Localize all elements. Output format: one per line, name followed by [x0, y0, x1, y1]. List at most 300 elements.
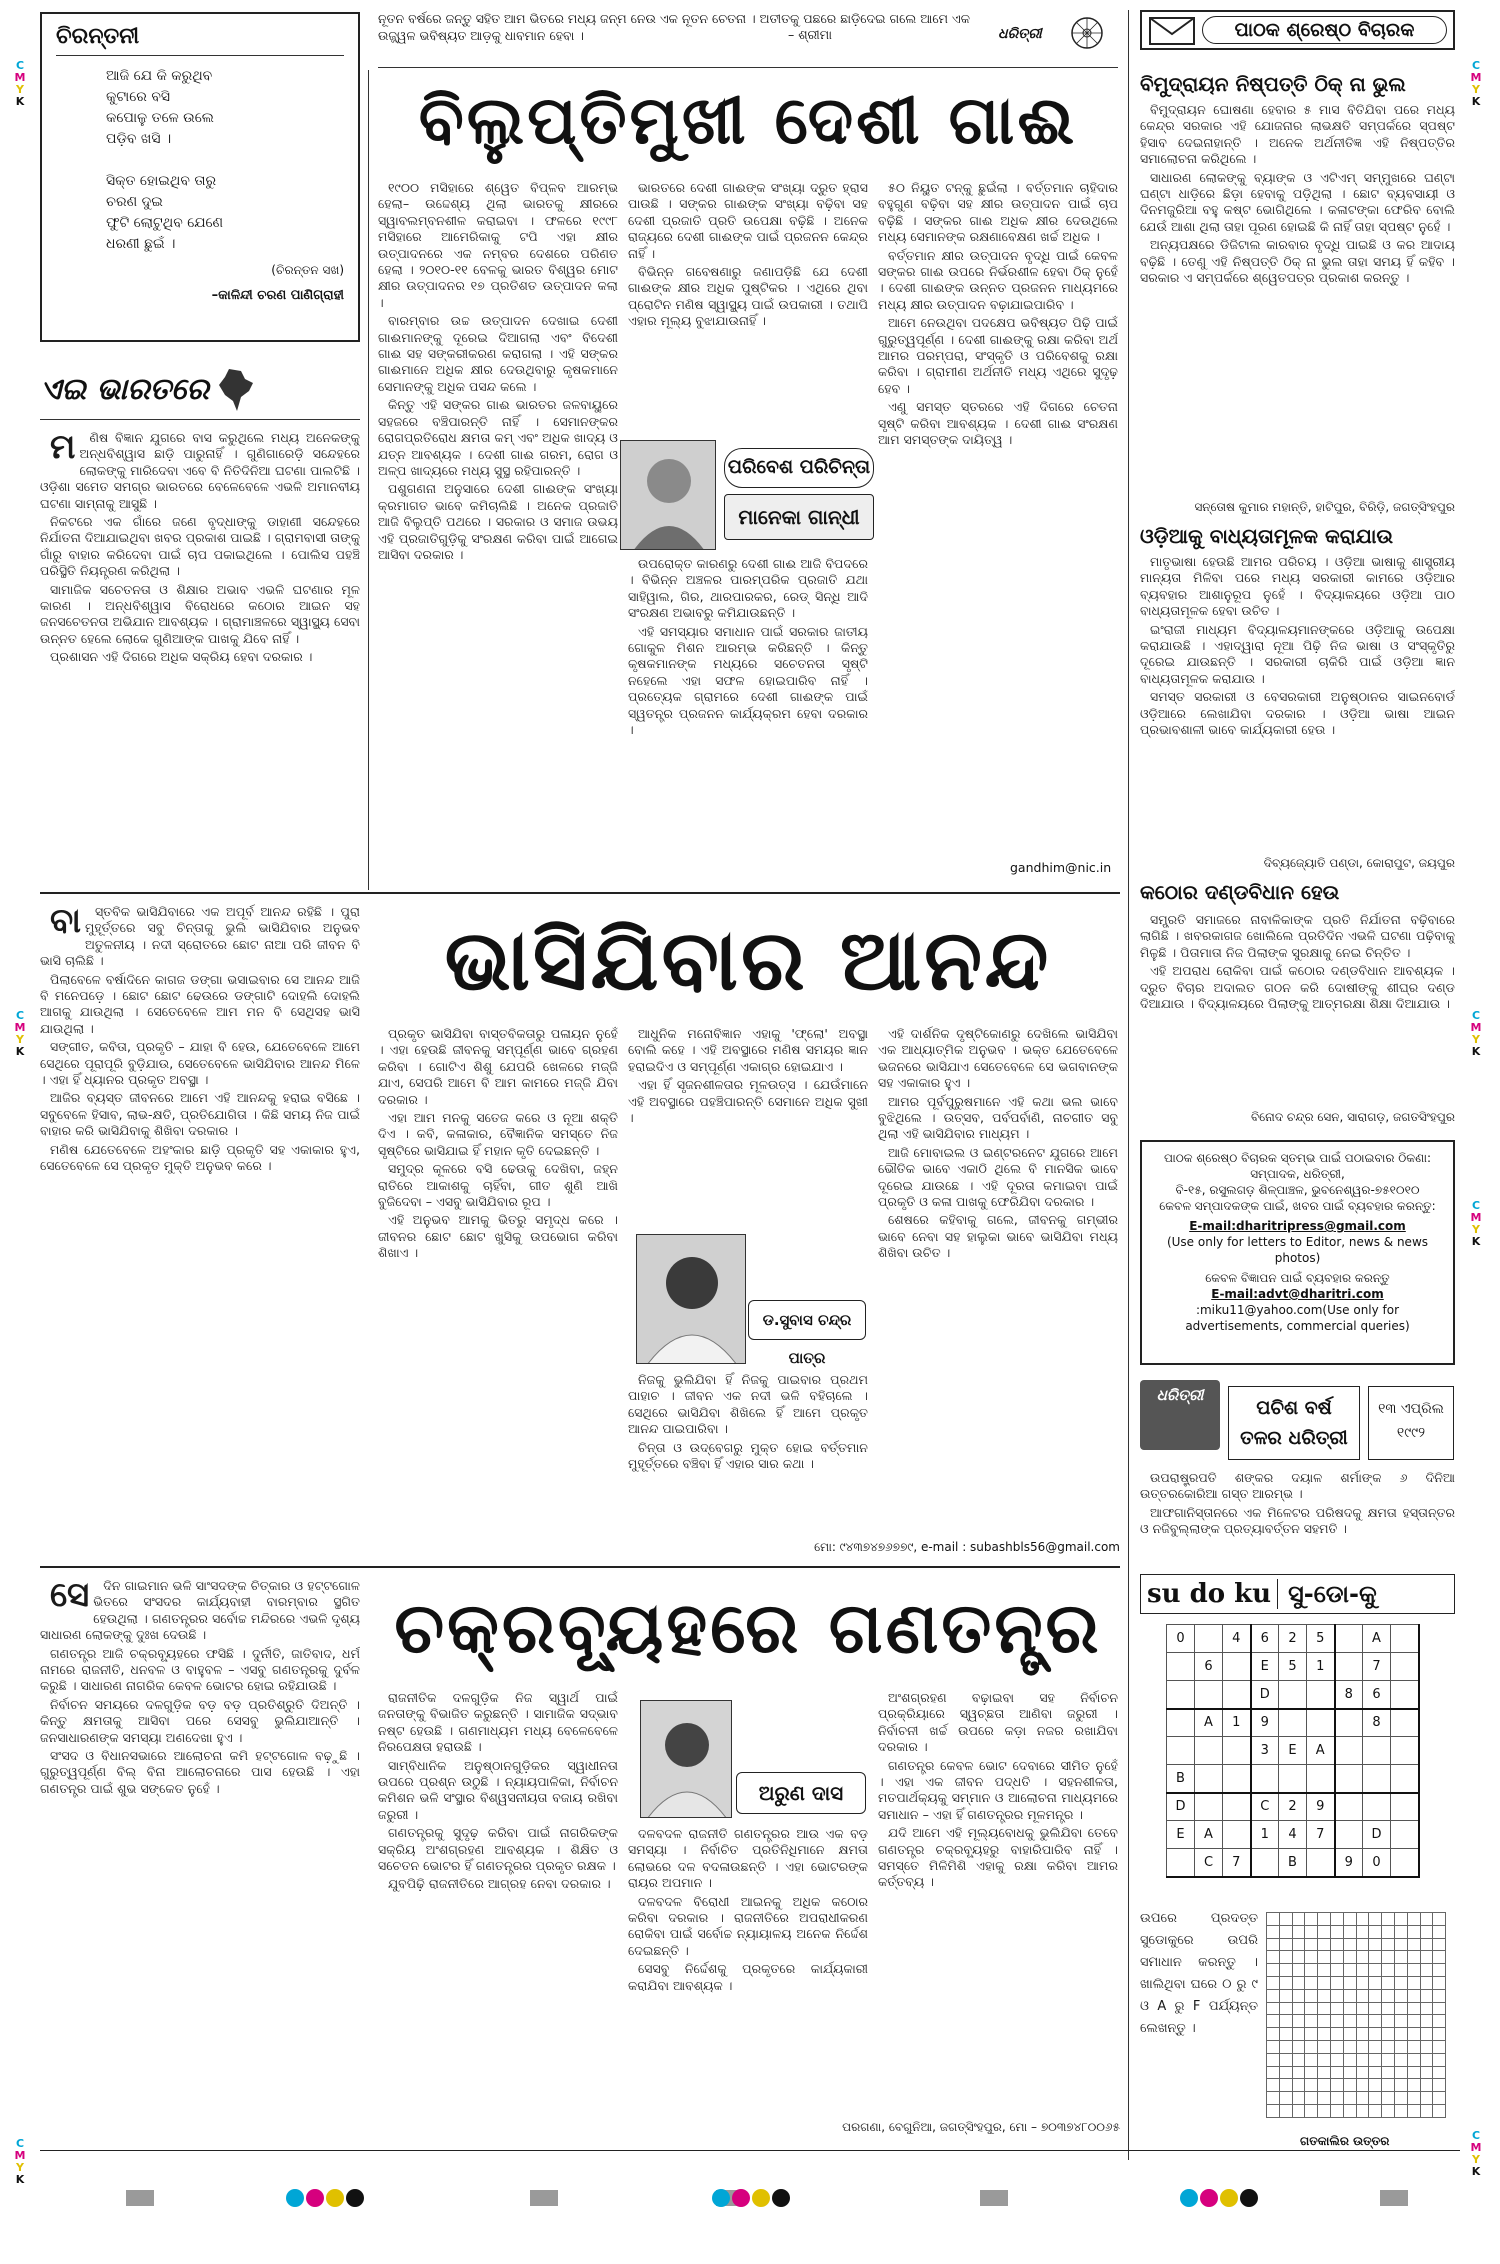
sudoku-cell[interactable] — [1363, 1765, 1391, 1793]
divider-mid-2 — [40, 1566, 1120, 1568]
solution-cell — [1369, 2040, 1382, 2053]
solution-cell — [1420, 2104, 1433, 2117]
sudoku-cell[interactable] — [1307, 1765, 1335, 1793]
sudoku-title-odia: ସୁ-ଡୋ-କୁ — [1288, 1580, 1377, 1608]
swatch-blk-1 — [346, 2189, 364, 2207]
arun-das-photo — [640, 1700, 732, 1818]
solution-cell — [1343, 2104, 1356, 2117]
solution-cell — [1267, 2028, 1280, 2041]
address-line-3: ବି-୧୫, ରସୁଲଗଡ଼ ଶିଳ୍ପାଞ୍ଚଳ, ଭୁବନେଶ୍ୱର-୭୫୧୦୧୦ — [1175, 1183, 1420, 1197]
solution-cell — [1356, 2092, 1369, 2105]
solution-cell — [1420, 2040, 1433, 2053]
solution-cell — [1330, 1925, 1343, 1938]
solution-row — [1267, 1925, 1446, 1938]
solution-cell — [1433, 2079, 1446, 2092]
solution-cell — [1318, 1913, 1331, 1926]
solution-cell — [1420, 1989, 1433, 2002]
solution-cell — [1343, 1913, 1356, 1926]
poem-line: ଚରଣ ଦୁଇ — [106, 194, 163, 210]
solution-cell — [1318, 1925, 1331, 1938]
flashback-date-box — [1368, 1386, 1454, 1460]
solution-cell — [1369, 2028, 1382, 2041]
solution-cell — [1318, 1964, 1331, 1977]
address-line-2: ସମ୍ପାଦକ, ଧରିତ୍ରୀ, — [1250, 1167, 1345, 1181]
letter3-sign: ବିନୋଦ ଚନ୍ଦ୍ର ସେନ, ସାରାଗଡ଼, ଜଗତସିଂହପୁର — [1250, 1110, 1455, 1124]
solution-cell — [1369, 2079, 1382, 2092]
sudoku-cell[interactable] — [1335, 1737, 1363, 1765]
solution-cell — [1343, 2092, 1356, 2105]
solution-cell — [1382, 2092, 1395, 2105]
solution-cell — [1267, 2040, 1280, 2053]
solution-cell — [1330, 2015, 1343, 2028]
solution-cell — [1267, 1989, 1280, 2002]
solution-cell — [1292, 2053, 1305, 2066]
sudoku-cell[interactable]: A — [1195, 1821, 1223, 1849]
solution-cell — [1407, 2104, 1420, 2117]
sudoku-row — [1167, 1681, 1419, 1709]
swatch-mag-3 — [1200, 2189, 1218, 2207]
solution-cell — [1356, 2066, 1369, 2079]
solution-cell — [1318, 2002, 1331, 2015]
solution-cell — [1382, 1913, 1395, 1926]
sudoku-grid-wrapper — [1166, 1624, 1420, 1878]
solution-cell — [1305, 1925, 1318, 1938]
solution-cell — [1369, 1951, 1382, 1964]
solution-cell — [1433, 1951, 1446, 1964]
sudoku-cell[interactable] — [1391, 1793, 1419, 1821]
solution-cell — [1394, 2092, 1407, 2105]
poem-line: କୁଟାରେ ବସି — [106, 89, 170, 105]
solution-cell — [1356, 2002, 1369, 2015]
solution-cell — [1343, 2079, 1356, 2092]
sudoku-cell[interactable] — [1335, 1653, 1363, 1681]
solution-cell — [1330, 2066, 1343, 2079]
advt-email-alt[interactable]: :miku11@yahoo.com(Use only for advertisements, commercial queries) — [1185, 1303, 1410, 1333]
solution-cell — [1433, 2053, 1446, 2066]
solution-cell — [1394, 2015, 1407, 2028]
registration-mark-left-top: C M Y K — [14, 59, 26, 108]
solution-cell — [1420, 2066, 1433, 2079]
solution-row — [1267, 1964, 1446, 1977]
sudoku-cell[interactable]: D — [1167, 1793, 1195, 1821]
sudoku-cell[interactable] — [1167, 1709, 1195, 1737]
solution-cell — [1356, 1976, 1369, 1989]
sudoku-cell[interactable] — [1195, 1737, 1223, 1765]
sudoku-cell[interactable] — [1279, 1765, 1307, 1793]
sudoku-cell[interactable] — [1335, 1793, 1363, 1821]
solution-cell — [1407, 2079, 1420, 2092]
sudoku-cell[interactable] — [1195, 1625, 1223, 1653]
sudoku-cell[interactable] — [1307, 1681, 1335, 1709]
divider-right-column — [1128, 10, 1129, 2160]
sudoku-cell[interactable]: 1 — [1223, 1709, 1251, 1737]
solution-cell — [1305, 2079, 1318, 2092]
solution-row — [1267, 2002, 1446, 2015]
solution-cell — [1407, 2066, 1420, 2079]
sudoku-cell[interactable] — [1167, 1737, 1195, 1765]
solution-cell — [1356, 2079, 1369, 2092]
poet-name: –କାଳିନ୍ଦୀ ଚରଣ ପାଣିଗ୍ରାହୀ — [211, 288, 344, 303]
sudoku-cell[interactable] — [1167, 1681, 1195, 1709]
article1-col2b: ଉପରୋକ୍ତ କାରଣରୁ ଦେଶୀ ଗାଈ ଆଜି ବିପଦରେ । ବିଭିନ୍ନ ଅଞ୍ଚଳର ପାରମ୍ପରିକ ପ୍ରଜାତି ଯଥା ସାହିୱାଲ, ଗିର, ଥାରପାରକର, ରେଡ୍ ସିନ୍ଧି ଆଦି ସଂରକ୍ଷଣ ଅଭାବରୁ କମିଯାଉଛନ୍ତି । ଏହି ସମସ୍ୟାର ସମାଧାନ ପାଇଁ ସରକାର ଜାତୀୟ ଗୋକୁଳ ମିଶନ ଆରମ୍ଭ କରିଛନ୍ତି । କିନ୍ତୁ କୃଷକମାନଙ୍କ ମଧ୍ୟରେ ସଚେତନତା ସୃଷ୍ଟି ନହେଲେ ଏହା ସଫଳ ହୋଇପାରିବ ନାହିଁ । ପ୍ରତ୍ୟେକ ଗ୍ରାମରେ ଦେଶୀ ଗାଈଙ୍କ ପାଇଁ ସ୍ୱତନ୍ତ୍ର ପ୍ରଜନନ କାର୍ଯ୍ୟକ୍ରମ ହେବା ଦରକାର । — [628, 556, 868, 738]
solution-cell — [1356, 1964, 1369, 1977]
sudoku-grid[interactable] — [1166, 1624, 1420, 1878]
solution-cell — [1433, 1976, 1446, 1989]
sudoku-cell[interactable]: A — [1363, 1625, 1391, 1653]
solution-cell — [1305, 2104, 1318, 2117]
sudoku-cell[interactable] — [1335, 1625, 1363, 1653]
solution-row — [1267, 2040, 1446, 2053]
poem-line — [106, 150, 344, 171]
chirantani-title: ଚିରନ୍ତନୀ — [56, 24, 344, 56]
sudoku-cell[interactable]: D — [1251, 1681, 1279, 1709]
solution-cell — [1356, 2104, 1369, 2117]
sudoku-cell[interactable] — [1335, 1709, 1363, 1737]
sudoku-cell[interactable] — [1279, 1681, 1307, 1709]
solution-cell — [1343, 1976, 1356, 1989]
sudoku-cell[interactable]: C — [1195, 1849, 1223, 1877]
solution-cell — [1305, 2015, 1318, 2028]
sudoku-cell[interactable] — [1391, 1849, 1419, 1877]
solution-cell — [1394, 1989, 1407, 2002]
article1-author: ମାନେକା ଗାନ୍ଧୀ — [724, 494, 874, 540]
solution-cell — [1279, 1938, 1292, 1951]
solution-cell — [1318, 2053, 1331, 2066]
solution-cell — [1407, 1913, 1420, 1926]
solution-cell — [1279, 1976, 1292, 1989]
letter1-sign: ସନ୍ତୋଷ କୁମାର ମହାନ୍ତି, ହାଟିପୁର, ବିରିଡ଼ି, ଜଗତ୍‌ସିଂହପୁର — [1194, 500, 1455, 514]
sudoku-solution — [1266, 1912, 1446, 2118]
grey-patch-1 — [126, 2190, 154, 2206]
top-quote-text: ନୂତନ ବର୍ଷରେ ଜନ୍ତୁ ସହିତ ଆମ ଭିତରେ ମଧ୍ୟ ଜନ୍ମ ନେଉ ଏକ ନୂତନ ଚେତନା । ଅତୀତକୁ ପଛରେ ଛାଡ଼ିଦେଇ ଗଲେ ଆମେ ଏକ ଉଜ୍ଜ୍ୱଳ ଭବିଷ୍ୟତ ଆଡ଼କୁ ଧାବମାନ ହେବା । — [378, 11, 970, 43]
sudoku-cell[interactable]: 5 — [1279, 1653, 1307, 1681]
sudoku-cell[interactable]: 7 — [1223, 1849, 1251, 1877]
sudoku-cell[interactable] — [1223, 1653, 1251, 1681]
solution-cell — [1292, 1951, 1305, 1964]
solution-cell — [1433, 2066, 1446, 2079]
poem-source: (ଚିରନ୍ତନ ସଖ) — [271, 263, 344, 277]
sudoku-cell[interactable]: D — [1363, 1821, 1391, 1849]
solution-cell — [1330, 1976, 1343, 1989]
solution-cell — [1420, 2028, 1433, 2041]
sudoku-cell[interactable]: 2 — [1279, 1793, 1307, 1821]
solution-cell — [1369, 1913, 1382, 1926]
editor-email-note: (Use only for letters to Editor, news & news photos) — [1166, 1235, 1429, 1265]
sudoku-cell[interactable]: 4 — [1223, 1625, 1251, 1653]
subash-patra-photo — [636, 1234, 746, 1364]
solution-cell — [1433, 2028, 1446, 2041]
solution-cell — [1394, 1925, 1407, 1938]
solution-cell — [1279, 2104, 1292, 2117]
sudoku-cell[interactable] — [1391, 1625, 1419, 1653]
solution-cell — [1318, 1976, 1331, 1989]
sudoku-cell[interactable] — [1391, 1681, 1419, 1709]
solution-row — [1267, 1989, 1446, 2002]
solution-cell — [1420, 2053, 1433, 2066]
sudoku-cell[interactable]: A — [1307, 1737, 1335, 1765]
sudoku-cell[interactable]: 4 — [1279, 1821, 1307, 1849]
solution-cell — [1369, 2053, 1382, 2066]
solution-cell — [1382, 1976, 1395, 1989]
sudoku-cell[interactable]: B — [1279, 1849, 1307, 1877]
sudoku-cell[interactable] — [1167, 1849, 1195, 1877]
solution-cell — [1318, 1938, 1331, 1951]
solution-cell — [1305, 1938, 1318, 1951]
solution-cell — [1369, 2092, 1382, 2105]
solution-cell — [1420, 1938, 1433, 1951]
registration-mark-right-bottom: C M Y K — [1470, 2129, 1482, 2178]
sudoku-cell[interactable]: 6 — [1363, 1681, 1391, 1709]
sudoku-header — [1140, 1574, 1455, 1614]
grey-patch-4 — [980, 2190, 1008, 2206]
sudoku-row — [1167, 1653, 1419, 1681]
solution-cell — [1382, 2015, 1395, 2028]
solution-cell — [1356, 2053, 1369, 2066]
sudoku-cell[interactable] — [1195, 1765, 1223, 1793]
solution-cell — [1279, 1925, 1292, 1938]
top-quote-author: – ଶ୍ରୀମା — [788, 27, 832, 42]
sudoku-cell[interactable]: 0 — [1363, 1849, 1391, 1877]
article3-col2: ରାଜନୀତିକ ଦଳଗୁଡ଼ିକ ନିଜ ସ୍ୱାର୍ଥ ପାଇଁ ଜନତାଙ୍କୁ ବିଭାଜିତ କରୁଛନ୍ତି । ସାମାଜିକ ସଦ୍‌ଭାବ ନଷ୍ଟ ହେଉଛି । ଗଣମାଧ୍ୟମ ମଧ୍ୟ ବେଳେବେଳେ ନିରପେକ୍ଷତା ହରାଉଛି । ସାମ୍ବିଧାନିକ ଅନୁଷ୍ଠାନଗୁଡ଼ିକର ସ୍ୱାଧୀନତା ଉପରେ ପ୍ରଶ୍ନ ଉଠୁଛି । ନ୍ୟାୟପାଳିକା, ନିର୍ବାଚନ କମିଶନ ଭଳି ସଂସ୍ଥାର ବିଶ୍ୱସନୀୟତା ବଜାୟ ରଖିବା ଜରୁରୀ । ଗଣତନ୍ତ୍ରକୁ ସୁଦୃଢ଼ କରିବା ପାଇଁ ନାଗରିକଙ୍କ ସକ୍ରିୟ ଅଂଶଗ୍ରହଣ ଆବଶ୍ୟକ । ଶିକ୍ଷିତ ଓ ସଚେତନ ଭୋଟର ହିଁ ଗଣତନ୍ତ୍ରର ପ୍ରକୃତ ରକ୍ଷକ । ଯୁବପିଢ଼ି ରାଜନୀତିରେ ଆଗ୍ରହ ନେବା ଦରକାର । — [378, 1690, 618, 1892]
article3-col4: ଅଂଶଗ୍ରହଣ ବଢ଼ାଇବା ସହ ନିର୍ବାଚନ ପ୍ରକ୍ରିୟାରେ ସ୍ୱଚ୍ଛତା ଆଣିବା ଜରୁରୀ । ନିର୍ବାଚନୀ ଖର୍ଚ୍ଚ ଉପରେ କଡ଼ା ନଜର ରଖାଯିବା ଦରକାର । ଗଣତନ୍ତ୍ର କେବଳ ଭୋଟ ଦେବାରେ ସୀମିତ ନୁହେଁ । ଏହା ଏକ ଜୀବନ ପଦ୍ଧତି । ସହନଶୀଳତା, ମତପାର୍ଥକ୍ୟକୁ ସମ୍ମାନ ଓ ଆଲୋଚନା ମାଧ୍ୟମରେ ସମାଧାନ – ଏହା ହିଁ ଗଣତନ୍ତ୍ରର ମୂଳମନ୍ତ୍ର । ଯଦି ଆମେ ଏହି ମୂଲ୍ୟବୋଧକୁ ଭୁଲିଯିବା ତେବେ ଗଣତନ୍ତ୍ର ଚକ୍ରବ୍ୟୂହରୁ ବାହାରିପାରିବ ନାହିଁ । ସମସ୍ତେ ମିଳିମିଶି ଏହାକୁ ରକ୍ଷା କରିବା ଆମର କର୍ତ୍ତବ୍ୟ । — [878, 1690, 1118, 1890]
article2-col4: ଏହି ଦାର୍ଶନିକ ଦୃଷ୍ଟିକୋଣରୁ ଦେଖିଲେ ଭାସିଯିବା ଏକ ଆଧ୍ୟାତ୍ମିକ ଅନୁଭବ । ଭକ୍ତ ଯେତେବେଳେ ଭଜନରେ ଭାସିଯାଏ ସେତେବେଳେ ସେ ଭଗବାନଙ୍କ ସହ ଏକାକାର ହୁଏ । ଆମର ପୂର୍ବପୁରୁଷମାନେ ଏହି କଥା ଭଲ ଭାବେ ବୁଝିଥିଲେ । ଉତ୍ସବ, ପର୍ବପର୍ବାଣି, ନାଚଗୀତ ସବୁ ଥିଲା ଏହି ଭାସିଯିବାର ମାଧ୍ୟମ । ଆଜି ମୋବାଇଲ ଓ ଇଣ୍ଟରନେଟ ଯୁଗରେ ଆମେ ଭୌତିକ ଭାବେ ଏକାଠି ଥିଲେ ବି ମାନସିକ ଭାବେ ଦୂରେଇ ଯାଉଛେ । ଏହି ଦୂରତା କମାଇବା ପାଇଁ ପ୍ରକୃତି ଓ କଳା ପାଖକୁ ଫେରିଯିବା ଦରକାର । ଶେଷରେ କହିବାକୁ ଗଲେ, ଜୀବନକୁ ଗମ୍ଭୀର ଭାବେ ନେବା ସହ ହାଲୁକା ଭାବେ ଭାସିଯିବା ମଧ୍ୟ ଶିଖିବା ଉଚିତ । — [878, 1026, 1118, 1261]
solution-cell — [1292, 2015, 1305, 2028]
sudoku-cell[interactable] — [1391, 1821, 1419, 1849]
solution-cell — [1343, 1938, 1356, 1951]
sudoku-cell[interactable]: 9 — [1307, 1793, 1335, 1821]
solution-cell — [1369, 1964, 1382, 1977]
solution-cell — [1330, 1913, 1343, 1926]
sudoku-cell[interactable]: 1 — [1307, 1653, 1335, 1681]
flashback-title-box — [1228, 1386, 1360, 1460]
solution-cell — [1267, 2079, 1280, 2092]
solution-row — [1267, 2104, 1446, 2117]
solution-cell — [1382, 2104, 1395, 2117]
solution-cell — [1369, 1976, 1382, 1989]
solution-cell — [1382, 2002, 1395, 2015]
sudoku-cell[interactable] — [1307, 1709, 1335, 1737]
article2-author: ଡ.ସୁବାସ ଚନ୍ଦ୍ର ପାତ୍ର — [748, 1300, 866, 1340]
sudoku-cell[interactable] — [1391, 1709, 1419, 1737]
sudoku-cell[interactable] — [1195, 1793, 1223, 1821]
flashback-item-1: ଉପରାଷ୍ଟ୍ରପତି ଶଙ୍କର ଦୟାଳ ଶର୍ମାଙ୍କ ୬ ଦିନିଆ ଉତ୍ତରକୋରିଆ ଗସ୍ତ ଆରମ୍ଭ । — [1140, 1470, 1455, 1502]
sudoku-cell[interactable] — [1391, 1737, 1419, 1765]
sudoku-cell[interactable]: E — [1251, 1653, 1279, 1681]
sudoku-cell[interactable]: 8 — [1335, 1681, 1363, 1709]
solution-cell — [1382, 1951, 1395, 1964]
solution-cell — [1279, 2015, 1292, 2028]
sudoku-cell[interactable] — [1195, 1681, 1223, 1709]
solution-cell — [1305, 2002, 1318, 2015]
letter2-text: ମାତୃଭାଷା ହେଉଛି ଆମର ପରିଚୟ । ଓଡ଼ିଆ ଭାଷାକୁ ଶାସ୍ତ୍ରୀୟ ମାନ୍ୟତା ମିଳିବା ପରେ ମଧ୍ୟ ସରକାରୀ କାମରେ ଓଡ଼ିଆର ବ୍ୟବହାର ଆଶାନୁରୂପ ନୁହେଁ । ବିଦ୍ୟାଳୟରେ ଓଡ଼ିଆ ପାଠ ବାଧ୍ୟତାମୂଳକ ହେବା ଉଚିତ । ଇଂରାଜୀ ମାଧ୍ୟମ ବିଦ୍ୟାଳୟମାନଙ୍କରେ ଓଡ଼ିଆକୁ ଉପେକ୍ଷା କରାଯାଉଛି । ଏହାଦ୍ୱାରା ନୂଆ ପିଢ଼ି ନିଜ ଭାଷା ଓ ସଂସ୍କୃତିରୁ ଦୂରେଇ ଯାଉଛନ୍ତି । ସରକାରୀ ଚାକିରି ପାଇଁ ଓଡ଼ିଆ ଜ୍ଞାନ ବାଧ୍ୟତାମୂଳକ କରାଯାଉ । ସମସ୍ତ ସରକାରୀ ଓ ବେସରକାରୀ ଅନୁଷ୍ଠାନର ସାଇନବୋର୍ଡ ଓଡ଼ିଆରେ ଲେଖାଯିବା ଦରକାର । ଓଡ଼ିଆ ଭାଷା ଆଇନ ପ୍ରଭାବଶାଳୀ ଭାବେ କାର୍ଯ୍ୟକାରୀ ହେଉ । — [1140, 554, 1455, 738]
solution-cell — [1382, 1925, 1395, 1938]
poem-line: କପୋଳୁ ତଳେ ଉଲେ — [106, 110, 214, 126]
flashback-title-2: ତଳର ଧରିତ୍ରୀ — [1240, 1427, 1348, 1449]
solution-cell — [1318, 1951, 1331, 1964]
sudoku-cell[interactable] — [1223, 1681, 1251, 1709]
solution-cell — [1292, 1925, 1305, 1938]
solution-cell — [1318, 2040, 1331, 2053]
sudoku-cell[interactable]: 5 — [1307, 1625, 1335, 1653]
solution-cell — [1305, 1976, 1318, 1989]
article1-email: gandhim@nic.in — [1010, 860, 1112, 875]
sudoku-cell[interactable]: 7 — [1363, 1653, 1391, 1681]
solution-cell — [1343, 2053, 1356, 2066]
solution-cell — [1343, 2002, 1356, 2015]
solution-cell — [1330, 2002, 1343, 2015]
advt-email-link[interactable]: E-mail:advt@dharitri.com — [1211, 1287, 1384, 1301]
sudoku-cell[interactable] — [1251, 1765, 1279, 1793]
poem-line: ଆଜି ଯେ କି କରୁଥିବ — [106, 68, 213, 84]
sudoku-cell[interactable]: 6 — [1195, 1653, 1223, 1681]
solution-cell — [1407, 2015, 1420, 2028]
solution-cell — [1279, 2066, 1292, 2079]
solution-row — [1267, 1938, 1446, 1951]
solution-cell — [1394, 1913, 1407, 1926]
sudoku-cell[interactable] — [1335, 1821, 1363, 1849]
sudoku-cell[interactable]: C — [1251, 1793, 1279, 1821]
print-color-bar — [0, 2186, 1500, 2216]
solution-cell — [1407, 2040, 1420, 2053]
solution-cell — [1279, 1913, 1292, 1926]
sudoku-cell[interactable] — [1391, 1653, 1419, 1681]
solution-cell — [1318, 2015, 1331, 2028]
top-quote-bar — [378, 10, 1118, 68]
author-portrait-icon — [621, 441, 716, 550]
solution-cell — [1433, 2015, 1446, 2028]
solution-cell — [1420, 2092, 1433, 2105]
envelope-icon — [1148, 14, 1196, 46]
article2-col3b: ନିଜକୁ ଭୁଲିଯିବା ହିଁ ନିଜକୁ ପାଇବାର ପ୍ରଥମ ପାହାଚ । ଜୀବନ ଏକ ନଦୀ ଭଳି ବହିଚାଲେ । ସେଥିରେ ଭାସିଯିବା ଶିଖିଲେ ହିଁ ଆମେ ପ୍ରକୃତ ଆନନ୍ଦ ପାଇପାରିବା । ଚିନ୍ତା ଓ ଉଦ୍‌ବେଗରୁ ମୁକ୍ତ ହୋଇ ବର୍ତ୍ତମାନ ମୁହୂର୍ତ୍ତରେ ବଞ୍ଚିବା ହିଁ ଏହାର ସାର କଥା । — [628, 1372, 868, 1472]
registration-mark-left-mid: C M Y K — [14, 1009, 26, 1058]
sudoku-cell[interactable] — [1223, 1737, 1251, 1765]
solution-cell — [1267, 2002, 1280, 2015]
poem-line: ପଡ଼ିବ ଖସି । — [106, 131, 172, 147]
solution-cell — [1433, 2040, 1446, 2053]
sudoku-cell[interactable] — [1363, 1737, 1391, 1765]
sudoku-cell[interactable]: 9 — [1335, 1849, 1363, 1877]
sudoku-cell[interactable]: 8 — [1363, 1709, 1391, 1737]
solution-cell — [1292, 2104, 1305, 2117]
letter3-text: ସମ୍ପ୍ରତି ସମାଜରେ ନାବାଳିକାଙ୍କ ପ୍ରତି ନିର୍ଯାତନା ବଢ଼ିବାରେ ଲାଗିଛି । ଖବରକାଗଜ ଖୋଲିଲେ ପ୍ରତିଦିନ ଏଭଳି ଘଟଣା ପଢ଼ିବାକୁ ମିଳୁଛି । ପିତାମାତା ନିଜ ପିଲାଙ୍କ ସୁରକ୍ଷାକୁ ନେଇ ଚିନ୍ତିତ । ଏହି ଅପରାଧ ରୋକିବା ପାଇଁ କଠୋର ଦଣ୍ଡବିଧାନ ଆବଶ୍ୟକ । ଦ୍ରୁତ ବିଚାର ଅଦାଲତ ଗଠନ କରି ଦୋଷୀଙ୍କୁ ଶୀଘ୍ର ଦଣ୍ଡ ଦିଆଯାଉ । ବିଦ୍ୟାଳୟରେ ପିଲାଙ୍କୁ ଆତ୍ମରକ୍ଷା ଶିକ୍ଷା ଦିଆଯାଉ । — [1140, 912, 1455, 1012]
sudoku-cell[interactable] — [1279, 1709, 1307, 1737]
sudoku-cell[interactable]: E — [1167, 1821, 1195, 1849]
sudoku-solution-grid — [1266, 1912, 1446, 2118]
solution-cell — [1394, 1951, 1407, 1964]
sudoku-cell[interactable] — [1335, 1765, 1363, 1793]
solution-cell — [1394, 2028, 1407, 2041]
letter1-title: ବିମୁଦ୍ରାୟନ ନିଷ୍ପତ୍ତି ଠିକ୍ ନା ଭୁଲ — [1140, 72, 1406, 96]
address-box — [1140, 1140, 1455, 1365]
article3-contact: ପରଗଣା, ବେଗୁନିଆ, ଜଗତ୍‌ସିଂହପୁର, ମୋ – ୭୦୩୭୪୮୦୦୬୫ — [842, 2120, 1120, 2134]
solution-cell — [1267, 1913, 1280, 1926]
solution-cell — [1394, 1976, 1407, 1989]
sudoku-cell[interactable]: 9 — [1251, 1709, 1279, 1737]
sudoku-cell[interactable] — [1391, 1765, 1419, 1793]
solution-cell — [1433, 1913, 1446, 1926]
chirantani-box — [40, 12, 360, 342]
solution-cell — [1292, 2079, 1305, 2092]
solution-cell — [1292, 1976, 1305, 1989]
solution-cell — [1356, 1938, 1369, 1951]
solution-cell — [1343, 2015, 1356, 2028]
sudoku-cell[interactable]: E — [1279, 1737, 1307, 1765]
bottom-rule — [40, 2150, 1460, 2151]
sudoku-row — [1167, 1737, 1419, 1765]
solution-cell — [1318, 2104, 1331, 2117]
solution-cell — [1420, 1913, 1433, 1926]
sudoku-cell[interactable] — [1223, 1765, 1251, 1793]
sudoku-cell[interactable]: 3 — [1251, 1737, 1279, 1765]
swatch-yel-3 — [1220, 2189, 1238, 2207]
article2-col1: ବା ସ୍ତବିକ ଭାସିଯିବାରେ ଏକ ଅପୂର୍ବ ଆନନ୍ଦ ରହିଛି । ପୁରା ମୁହୂର୍ତ୍ତରେ ସବୁ ଚିନ୍ତାକୁ ଭୁଲି ଭାସିଯିବାର ଅନୁଭବ ଅତୁଳନୀୟ । ନଦୀ ସ୍ରୋତରେ ଛୋଟ ନାଆ ପରି ଜୀବନ ବି ଭାସି ଚାଲିଛି । ପିଲାବେଳେ ବର୍ଷାଦିନେ କାଗଜ ଡଙ୍ଗା ଭସାଇବାର ସେ ଆନନ୍ଦ ଆଜି ବି ମନେପଡ଼େ । ଛୋଟ ଛୋଟ ଢେଉରେ ଡଙ୍ଗାଟି ଦୋହଲି ଦୋହଲି ଆଗକୁ ଯାଉଥିଲା । ସେତେବେଳେ ଆମ ମନ ବି ସେଥିସହ ଭାସି ଯାଉଥିଲା । ସଙ୍ଗୀତ, କବିତା, ପ୍ରକୃତି – ଯାହା ବି ହେଉ, ଯେତେବେଳେ ଆମେ ସେଥିରେ ପୂରାପୂରି ବୁଡ଼ିଯାଉ, ସେତେବେଳେ ଭାସିଯିବାର ଆନନ୍ଦ ମିଳେ । ଏହା ହିଁ ଧ୍ୟାନର ପ୍ରକୃତ ଅବସ୍ଥା । ଆଜିର ବ୍ୟସ୍ତ ଜୀବନରେ ଆମେ ଏହି ଆନନ୍ଦକୁ ହରାଇ ବସିଛେ । ସବୁବେଳେ ହିସାବ, ଲାଭ-କ୍ଷତି, ପ୍ରତିଯୋଗିତା । କିଛି ସମୟ ନିଜ ପାଇଁ ବାହାର କରି ଭାସିଯିବାକୁ ଶିଖିବା ଦରକାର । ମଣିଷ ଯେତେବେଳେ ଅହଂକାର ଛାଡ଼ି ପ୍ରକୃତି ସହ ଏକାକାର ହୁଏ, ସେତେବେଳେ ସେ ପ୍ରକୃତ ମୁକ୍ତି ଅନୁଭବ କରେ । — [40, 904, 360, 1174]
divider-mid-1 — [40, 892, 1120, 894]
solution-cell — [1433, 1964, 1446, 1977]
poem-line: ସିକ୍ତ ହୋଇଥିବ ତାରୁ — [106, 173, 217, 189]
solution-cell — [1394, 2053, 1407, 2066]
divider-left-column — [368, 70, 369, 890]
article1-col2: ଭାରତରେ ଦେଶୀ ଗାଈଙ୍କ ସଂଖ୍ୟା ଦ୍ରୁତ ହ୍ରାସ ପାଉଛି । ସଙ୍କର ଗାଈଙ୍କ ସଂଖ୍ୟା ବଢ଼ିବା ସହ ଦେଶୀ ପ୍ରଜାତି ପ୍ରତି ଉପେକ୍ଷା ବଢ଼ିଛି । ଅନେକ ରାଜ୍ୟରେ ଦେଶୀ ଗାଈଙ୍କ ପାଇଁ ପ୍ରଜନନ କେନ୍ଦ୍ର ନାହିଁ । ବିଭିନ୍ନ ଗବେଷଣାରୁ ଜଣାପଡ଼ିଛି ଯେ ଦେଶୀ ଗାଈଙ୍କ କ୍ଷୀର ଅଧିକ ପୁଷ୍ଟିକର । ଏଥିରେ ଥିବା ପ୍ରୋଟିନ ମଣିଷ ସ୍ୱାସ୍ଥ୍ୟ ପାଇଁ ଉପକାରୀ । ତଥାପି ଏହାର ମୂଲ୍ୟ ବୁଝାଯାଉନାହିଁ । — [628, 180, 868, 329]
editor-email-link[interactable]: E-mail:dharitripress@gmail.com — [1189, 1219, 1406, 1233]
solution-cell — [1382, 2079, 1395, 2092]
sudoku-row — [1167, 1765, 1419, 1793]
sudoku-cell[interactable] — [1223, 1821, 1251, 1849]
solution-cell — [1305, 2092, 1318, 2105]
solution-cell — [1382, 2028, 1395, 2041]
poem-line: ଫୁଟି ଲୋଟୁଥିବ ଯେଣେ — [106, 215, 224, 231]
solution-cell — [1279, 2040, 1292, 2053]
solution-row — [1267, 1976, 1446, 1989]
solution-row — [1267, 2028, 1446, 2041]
india-map-icon — [215, 367, 255, 413]
sudoku-cell[interactable]: 0 — [1167, 1625, 1195, 1653]
swatch-mag-2 — [732, 2189, 750, 2207]
solution-cell — [1267, 2015, 1280, 2028]
solution-cell — [1420, 2002, 1433, 2015]
solution-cell — [1318, 2079, 1331, 2092]
solution-cell — [1330, 1951, 1343, 1964]
solution-cell — [1267, 2053, 1280, 2066]
solution-cell — [1420, 1951, 1433, 1964]
sudoku-cell[interactable] — [1251, 1849, 1279, 1877]
solution-cell — [1433, 1925, 1446, 1938]
letter2-title: ଓଡ଼ିଆକୁ ବାଧ୍ୟତାମୂଳକ କରାଯାଉ — [1140, 524, 1394, 548]
sudoku-cell[interactable]: 7 — [1307, 1821, 1335, 1849]
sudoku-cell[interactable]: 6 — [1251, 1625, 1279, 1653]
sudoku-cell[interactable] — [1363, 1793, 1391, 1821]
sudoku-cell[interactable] — [1167, 1653, 1195, 1681]
solution-cell — [1267, 2092, 1280, 2105]
article1-col1: ୧୯୦୦ ମସିହାରେ ଶ୍ୱେତ ବିପ୍ଳବ ଆରମ୍ଭ ହେଲା– ଉଦ୍ଦେଶ୍ୟ ଥିଲା ଭାରତକୁ କ୍ଷୀରରେ ସ୍ୱାବଲମ୍ବନଶୀଳ କରାଇବା । ଫଳରେ ୧୯୯୮ ମସିହାରେ ଆମେରିକାକୁ ଟପି ଏହା କ୍ଷୀର ଉତ୍ପାଦନରେ ଏକ ନମ୍ବର ଦେଶରେ ପରିଣତ ହେଲା । ୨୦୧୦-୧୧ ବେଳକୁ ଭାରତ ବିଶ୍ୱର ମୋଟ କ୍ଷୀର ଉତ୍ପାଦନର ୧୭ ପ୍ରତିଶତ ଉତ୍ପାଦନ କଲା । ବାରମ୍ବାର ଉଚ୍ଚ ଉତ୍ପାଦନ ଦେଖାଇ ଦେଶୀ ଗାଈମାନଙ୍କୁ ଦୂରେଇ ଦିଆଗଲା ଏବଂ ବିଦେଶୀ ଗାଈ ସହ ସଙ୍କରୀକରଣ କରାଗଲା । ଏହି ସଙ୍କର ଗାଈମାନେ ଅଧିକ କ୍ଷୀର ଦେଉଥିବାରୁ କୃଷକମାନେ ସେମାନଙ୍କୁ ଅଧିକ ପସନ୍ଦ କଲେ । କିନ୍ତୁ ଏହି ସଙ୍କର ଗାଈ ଭାରତର ଜଳବାୟୁରେ ସହଜରେ ବଞ୍ଚିପାରନ୍ତି ନାହିଁ । ସେମାନଙ୍କର ରୋଗପ୍ରତିରୋଧ କ୍ଷମତା କମ୍ ଏବଂ ଅଧିକ ଖାଦ୍ୟ ଓ ଯତ୍ନ ଆବଶ୍ୟକ । ଦେଶୀ ଗାଈ ଗରମ, ରୋଗ ଓ ଅଳ୍ପ ଖାଦ୍ୟରେ ମଧ୍ୟ ସୁସ୍ଥ ରହିପାରନ୍ତି । ପଶୁଗଣନା ଅନୁସାରେ ଦେଶୀ ଗାଈଙ୍କ ସଂଖ୍ୟା କ୍ରମାଗତ ଭାବେ କମିଚାଲିଛି । ଅନେକ ପ୍ରଜାତି ଆଜି ବିଲୁପ୍ତି ପଥରେ । ସରକାର ଓ ସମାଜ ଉଭୟ ଏହି ପ୍ରଜାତିଗୁଡ଼ିକୁ ସଂରକ୍ଷଣ କରିବା ପାଇଁ ଆଗେଇ ଆସିବା ଦରକାର । — [378, 180, 618, 562]
sudoku-cell[interactable]: B — [1167, 1765, 1195, 1793]
address-line-1: ପାଠକ ଶ୍ରେଷ୍ଠ ବିଚାରକ ସ୍ତମ୍ଭ ପାଇଁ ପଠାଇବାର ଠିକଣା: — [1163, 1151, 1431, 1165]
sudoku-cell[interactable] — [1223, 1793, 1251, 1821]
sudoku-cell[interactable]: 2 — [1279, 1625, 1307, 1653]
solution-cell — [1356, 2028, 1369, 2041]
solution-cell — [1433, 2104, 1446, 2117]
sudoku-title-latin: su do ku — [1141, 1579, 1278, 1609]
registration-mark-right-mid: C M Y K — [1470, 1009, 1482, 1058]
solution-cell — [1330, 1989, 1343, 2002]
flashback-items — [1140, 1470, 1455, 1550]
solution-cell — [1382, 2040, 1395, 2053]
solution-cell — [1330, 1964, 1343, 1977]
sudoku-cell[interactable] — [1307, 1849, 1335, 1877]
sudoku-cell[interactable]: 1 — [1251, 1821, 1279, 1849]
solution-cell — [1267, 1964, 1280, 1977]
flashback-logo-block — [1140, 1380, 1220, 1450]
sudoku-cell[interactable]: A — [1195, 1709, 1223, 1737]
